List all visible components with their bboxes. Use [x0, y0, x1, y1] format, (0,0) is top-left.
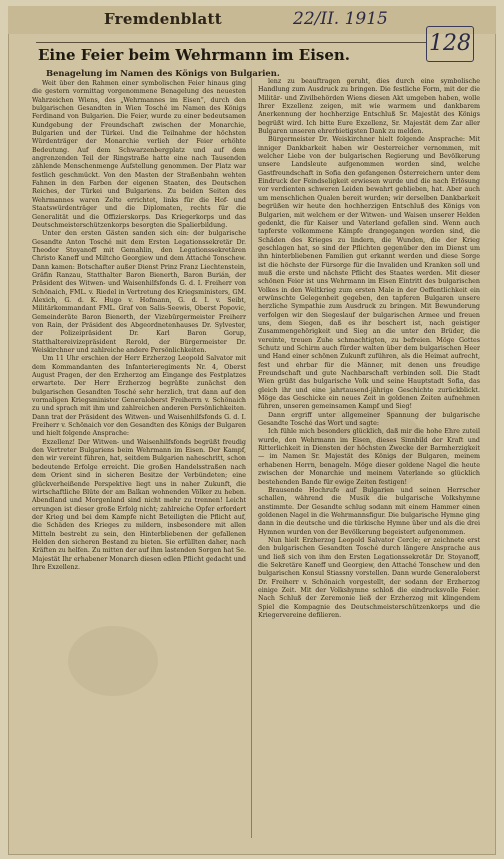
column-divider: [251, 78, 252, 838]
header-rule: [36, 42, 426, 43]
handwritten-page-number: 128: [426, 26, 474, 62]
newspaper-source: Fremdenblatt: [104, 10, 223, 28]
paragraph: Nun hielt Erzherzog Leopold Salvator Cercle; er zeichnete erst den bulgarischen Gesandten Tosché durch längere Ansprache aus und ließ sich von ihm den Ersten Legationssekretär Dr. Stoyanoff, die Sekretäre Kaneff und Georgiew, den Attaché Tonschew und den bulgarischen Konsul Stiassny vorstellen. Dann wurde Generaloberst Dr. Freiherr v. Schönaich vorgestellt, der sodann der Erzherzog einige Zeit. Mit der Volkshymne schloß die eindrucksvolle Feier. Nach Schluß der Zeremonie ließ der Erzherzog mit klingendem Spiel die Kompagnie des Deutschmeisterschützenkorps und die Kriegervereine defilieren.: [258, 536, 480, 619]
paragraph: Dann ergriff unter allgemeiner Spannung der bulgarische Gesandte Tosché das Wort und sagte:: [258, 411, 480, 428]
paragraph: lenz zu beauftragen geruht, dies durch eine symbolische Handlung zum Ausdruck zu bringen. Die festliche Form, mit der die Militär- und Zivilbehörden Wiens diesen Akt umgeben haben, wolle Ihrer Exzellenz zeigen, mit wie warmem und dankbarem Anerkennung der hochherzige Entschluß Sr. Majestät des Königs begrüßt wird. Ich bitte Eure Exzellenz, Sr. Majestät dem Zar aller Bulgaren unseren ehrerbietigsten Dank zu melden.: [258, 78, 480, 136]
article-column-left: [32, 80, 246, 845]
paragraph: Unter den ersten Gästen sanden sich ein: der bulgarische Gesandte Anton Tosché mit dem Ersten Legationssekretär Dr. Theodor Stoyanoff mit Gemahlin, den Legationssekretären Christo Kaneff und Miltcho Georgiew und dem Attaché Tonschew. Dann kamen: Botschafter außer Dienst Prinz Franz Liechtenstein, Gräfin Ranzau, Statthalter Baron Bienerth, Baron Burián, der Präsident des Witwen- und Waisenhilfsfonds G. d. I. Freiherr von Schönaich, FML. v. Riedel in Vertretung des Kriegsministers, GM. Alexich, G. d. K. Hugo v. Hofmann, G. d. I. v. Seibt, Militärkommandant FML. Graf von Salis-Seewis, Oberst Popovic, Gemeinderäte Baron Bienerth, der Vizebürgermeister Freiherr von Rain, der Präsident des Abgeordnetenhauses Dr. Sylvester, der Polizeipräsident Dr. Karl Baron Gorup, Statthaltereivizepräsident Rerold, der Bürgermeister Dr. Weiskirchner und zahlreiche andere Persönlichkeiten.: [32, 230, 246, 354]
paragraph: Bürgermeister Dr. Weiskirchner hielt folgende Ansprache: Mit inniger Dankbarkeit haben wir Oesterreicher vernommen, mit welcher Liebe von der bulgarischen Regierung und Bevölkerung unsere Landsleute aufgenommen worden sind, welche Gastfreundschaft in Sofia den gefangenen Österreichern unter dem Eindruck der Feindseligkeit erwiesen wurde und die nach Erlösung vor verdienten schweren Leiden bewahrt geblieben, hat. Aber auch um menschlichen Qualen bereit wurden; wir derselben Dankbarkeit begrüßen wir heute den hochherzigen Entschluß des Königs von Bulgarien, mit welchem er der Witwen- und Waisen unserer Helden gedenkt, die für Kaiser und Vaterland gefallen sind. Wenn auch tapferste volkommene Kämpfe drangegangen worden sind, die Schäden des Krieges zu lindern, die Wunden, die der Krieg geschlagen hat, so sind der Pflichten gegenüber den im Dienst um ihn hinterbliebenen Familien gut erkannt werden und diese Sorge ist die höchste der Fürsorge für die Invaliden und Kranken soll und muß die erste und nächste Pflicht des Staates werden. Mit dieser schönen Feier ist uns Wehrmann im Eisen Eintritt des bulgarischen Volkes in den Weltkrieg zum ersten Male in der Oeffentlichkeit ein erwünschte Gelegenheit gegeben, den tapferen Bulgaren unsere herzliche Sympathie zum Ausdruck zu bringen. Mit Bewunderung verfolgen wir den Siegeslauf der bulgarischen Armee und freuen uns, dem Siegen, daß es ihr beschert ist, nach geistiger Zusammengehörigkeit und Sieg an die unter den Brüder, die vereinte, treuen Zuhe schmachtigten, zu befreien. Möge Gottes Schutz und Schirm auch fürder walten über dem bulgarischen Heer und Hand einer schönen Zukunft zuführen, als die Heimat aufrecht, fest und ehrbar für die Männer, mit denen uns freudige Freundschaft und gute Nachbarschaft verbinden soll. Die Stadt Wien grüßt das bulgarische Volk und seine Hauptstadt Sofia, das gleich ihr und eine jahrtausend-jährige Geschichte zurückblickt. Möge das Geschicke ein neues Zeit in goldenen Zeiten aufnehmen führen, unseren gemeinsamen Kampf und Sieg!: [258, 136, 480, 411]
paragraph: Ich fühle mich besonders glücklich, daß mir die hohe Ehre zuteil wurde, den Wehrmann im Eisen, dieses Sinnbild der Kraft und Ritterlichkeit in Diensten der höchsten Zwecke der Barmherzigkeit — im Namen Sr. Majestät des Königs der Bulgaren, meinem erhabenen Herrn, benageln. Möge dieser goldene Nagel die heute zwischen der Monarchie und meinem Vaterlande so glücklich bestehenden Bande für ewige Zeiten festigen!: [258, 428, 480, 486]
article-subtitle: Benagelung im Namen des Königs von Bulgarien.: [46, 68, 280, 78]
newspaper-clipping: [8, 6, 496, 855]
paragraph: Brausende Hochrufe auf Bulgarien und seinen Herrscher schallen, während die Musik die bulgarische Volkshymne anstimmte. Der Gesandte schlug sodann mit einem Hammer einen goldenen Nagel in die Wehrmannsfigur. Die bulgarische Hymne ging dann in die deutsche und die türkische Hymne über und als die drei Hymnen wurden von der Bevölkerung begeistert aufgenommen.: [258, 486, 480, 536]
paragraph: Exzellenz! Der Witwen- und Waisenhilfsfonds begrüßt freudig den Vertreter Bulgariens beim Wehrmann im Eisen. Der Kampf, den wir vereint führen, hat, seitdem Bulgarien naheschritt, schon bedeutende Erfolge erreicht. Die großen Handelsstraßen nach dem Orient sind in sicheren Besitze der Verbündeten; eine glückverheißende Perspektive liegt uns in naher Zukunft, die wirtschaftliche Blüte der am Balkan wohnenden Völker zu heben. Abendland und Morgenland sind nicht mehr zu trennen! Leicht errungen ist dieser große Erfolg nicht; zahlreiche Opfer erfordert der Krieg und bei dem Kampfe nicht Beteiligten die Pflicht auf, die Schäden des Krieges zu mildern, insbesondere mit allen Mitteln bestrebt zu sein, den Hinterbliebenen der gefallenen Helden den sicheren Bestand zu bieten. Sie erfüllten daher, nach Kräften zu helfen. Zu mitten der auf ihm lastenden Sorgen hat Se. Majestät Ihr erhabener Monarch diesen edlen Pflicht gedacht und Ihre Exzellenz.: [32, 438, 246, 571]
clipping-header: [8, 6, 496, 34]
paragraph: Um 11 Uhr erschien der Herr Erzherzog Leopold Salvator mit dem Kommandanten des Infanterieregiments Nr. 4, Oberst August Pragen, der den Erzherzog am Eingange des Festplatzes erwartete. Der Herr Erzherzog begrüßte zunächst den bulgarischen Gesandten Tosché sehr herzlich, trat dann auf den vormaligen Kriegsminister Generaloberst Freiherrn v. Schönaich zu und sprach mit ihm und zahlreichen anderen Persönlichkeiten. Dann trat der Präsident des Witwen- und Waisenhilfsfonds G. d. I. Freiherr v. Schönaich vor den Gesandten des Königs der Bulgaren und hielt folgende Ansprache:: [32, 355, 246, 438]
article-title: Eine Feier beim Wehrmann im Eisen.: [38, 46, 351, 64]
handwritten-date: 22/II. 1915: [293, 9, 388, 29]
paragraph: Weit über den Rahmen einer symbolischen Feier hinaus ging die gestern vormittag vorgenommene Benagelung des neuesten Wahrzeichen Wiens, des „Wehrmannes im Eisen“, durch den bulgarischen Gesandten in Wien Tosché im Namen des Königs Ferdinand von Bulgarien. Die Feier, wurde zu einer bedeutsamen Kundgebung der Freundschaft zwischen der Monarchie, Bulgarien und der Türkei. Und die Teilnahme der höchsten Würdenträger der Monarchie verlieh der Feier erhöhte Bedeutung. Auf dem Schwarzenbergplatz und auf dem angrenzenden Teil der Ringstraße hatte eine nach Tausenden zählende Menschenmenge Aufstellung genommen. Der Platz war festlich geschmückt. Von den Masten der Straßenbahn wehten Fahnen in den Farben der eigenen Staaten, des Deutschen Reiches, der Türkei und Bulgariens. Zu beiden Seiten des Wehrmannes waren Zelte errichtet, links für die Hof- und Staatswürdenträger und die Diplomaten, rechts für die Generalität und die Offizierskorps. Das Kriegerkorps und das Deutschmeisterschützenkorps besorgten die Spalierbildung.: [32, 80, 246, 229]
article-column-right: [258, 78, 480, 840]
